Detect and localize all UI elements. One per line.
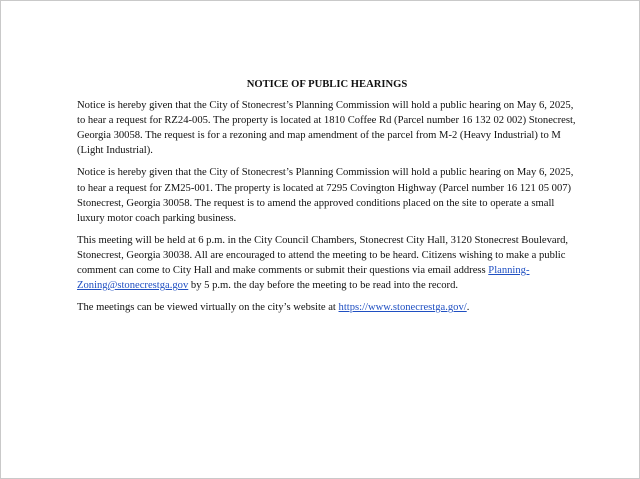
meeting-details-paragraph xyxy=(77,233,577,293)
notice-title: NOTICE OF PUBLIC HEARINGS xyxy=(246,79,408,90)
meeting-details-text: This meeting will be held at 6 p.m. in the City Council Chambers, Stonecrest City Hall, 3120 Stonecrest Boulevard, Stonecrest, Georgia 30038. All are encouraged to attend the meeting to be heard. Citizens wishing to make a public comment can come to City Hall and make comments or submit their questions via email address xyxy=(77,234,569,277)
hearing-paragraph-rz24-005: Notice is hereby given that the City of Stonecrest’s Planning Commission will hold a public hearing on May 6, 2025, to hear a request for RZ24-005. The property is located at 1810 Coffee Rd (Parcel number 16 132 02 002) Stonecrest, Georgia 30058. The request is for a rezoning and map amendment of the parcel from M-2 (Heavy Industrial) to M (Light Industrial). xyxy=(77,100,576,157)
notice-body xyxy=(77,77,577,322)
virtual-viewing-paragraph xyxy=(77,300,577,315)
virtual-viewing-text: The meetings can be viewed virtually on the city’s website at xyxy=(77,302,339,314)
email-link[interactable]: Planning-Zoning@stonecrestga.gov xyxy=(77,265,530,292)
website-link[interactable]: https://www.stonecrestga.gov/ xyxy=(338,302,467,314)
meeting-details-text-end: by 5 p.m. the day before the meeting to be read into the record. xyxy=(188,280,459,292)
virtual-viewing-period: . xyxy=(466,302,470,314)
hearing-paragraph-zm25-001: Notice is hereby given that the City of Stonecrest’s Planning Commission will hold a public hearing on May 6, 2025, to hear a request for ZM25-001. The property is located at 7295 Covington Highway (Parcel number 16 121 05 007) Stonecrest, Georgia 30058. The request is to amend the approved conditions placed on the site to operate a small luxury motor coach parking business. xyxy=(77,167,574,224)
